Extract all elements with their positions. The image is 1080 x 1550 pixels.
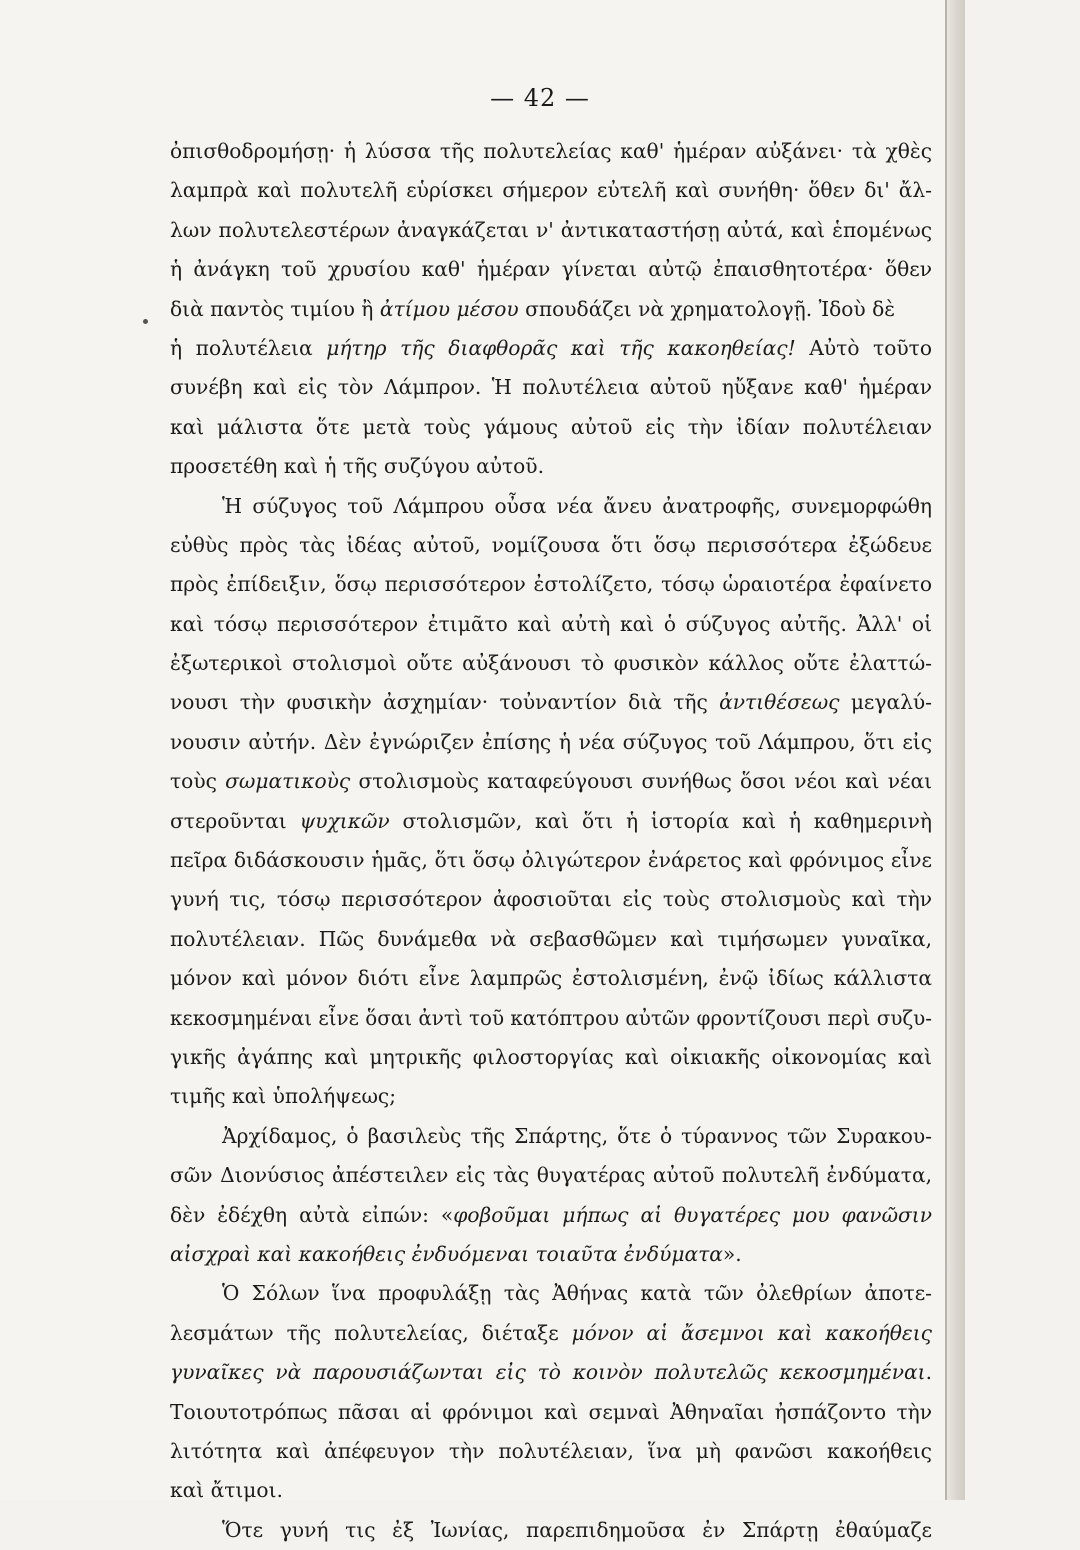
page-edge — [947, 0, 965, 1500]
text-line — [170, 605, 932, 644]
line-text: μόνον καὶ μόνον διότι εἶνε λαμπρῶς ἐστολισμένη, ἐνῷ ἰδίως κάλλιστα — [170, 966, 932, 991]
line-text: Ἡ σύζυγος τοῦ Λάμπρου οὖσα νέα ἄνευ ἀνατροφῆς, συνεμορφώθη — [222, 493, 932, 518]
text-line — [170, 1077, 932, 1116]
text-line — [170, 1471, 932, 1510]
line-text: πολυτέλειαν. Πῶς δυνάμεθα νὰ σεβασθῶμεν καὶ τιμήσωμεν γυναῖκα, — [170, 926, 932, 951]
line-text: στολισμῶν, καὶ ὅτι ἡ ἱστορία καὶ ἡ καθημερινὴ — [389, 808, 932, 833]
text-line — [170, 132, 932, 171]
line-text: διὰ παντὸς τιμίου ἢ — [170, 296, 380, 321]
line-text: πεῖρα διδάσκουσιν ἡμᾶς, ὅτι ὅσῳ ὀλιγώτερον ἐνάρετος καὶ φρόνιμος εἶνε — [170, 848, 932, 873]
line-text-italic: σωματικοὺς — [225, 769, 351, 794]
line-text-italic: αἰσχραὶ καὶ κακοήθεις ἐνδυόμεναι τοιαῦτα ἐνδύματα — [170, 1241, 723, 1266]
text-line — [170, 1196, 932, 1235]
line-text: Τοιουτοτρόπως πᾶσαι αἱ φρόνιμοι καὶ σεμναὶ Ἀθηναῖαι ἠσπάζοντο τὴν — [170, 1399, 932, 1424]
line-text: Ἀρχίδαμος, ὁ βασιλεὺς τῆς Σπάρτης, ὅτε ὁ τύραννος τῶν Συρακου- — [222, 1123, 932, 1148]
text-line — [170, 1432, 932, 1471]
line-text: τοὺς — [170, 769, 226, 794]
line-text: συνέβη καὶ εἰς τὸν Λάμπρον. Ἡ πολυτέλεια αὐτοῦ ηὔξανε καθ' ἡμέραν — [170, 375, 932, 400]
line-text: ὀπισθοδρομήσῃ· ἡ λύσσα τῆς πολυτελείας καθ' ἡμέραν αὐξάνει· τὰ χθὲς — [170, 139, 932, 163]
line-text-italic: γυναῖκες νὰ παρουσιάζωνται εἰς τὸ κοινὸν πολυτελῶς κεκοσμημέναι — [170, 1360, 926, 1385]
line-text: καὶ μάλιστα ὅτε μετὰ τοὺς γάμους αὐτοῦ εἰς τὴν ἰδίαν πολυτέλειαν — [170, 414, 932, 439]
text-line — [170, 408, 932, 447]
line-text: προσετέθη καὶ ἡ τῆς συζύγου αὐτοῦ. — [170, 454, 544, 479]
text-line — [170, 1117, 932, 1156]
text-line — [170, 762, 932, 801]
line-text-italic: μήτηρ τῆς διαφθορᾶς καὶ τῆς κακοηθείας! — [326, 335, 796, 360]
text-line — [170, 1353, 932, 1392]
text-line — [170, 841, 932, 880]
line-text: μεγαλύ- — [839, 690, 932, 715]
line-text: καὶ τόσῳ περισσότερον ἐτιμᾶτο καὶ αὐτὴ καὶ ὁ σύζυγος αὐτῆς. Ἀλλ' οἱ — [170, 611, 932, 636]
text-line — [170, 1393, 932, 1432]
line-text: γυνή τις, τόσῳ περισσότερον ἀφοσιοῦται εἰς τοὺς στολισμοὺς καὶ τὴν — [170, 887, 932, 912]
line-text: ἡ ἀνάγκη τοῦ χρυσίου καθ' ἡμέραν γίνεται αὐτῷ ἐπαισθητοτέρα· ὅθεν — [170, 257, 932, 282]
line-text: νουσιν αὐτήν. Δὲν ἐγνώριζεν ἐπίσης ἡ νέα σύζυγος τοῦ Λάμπρου, ὅτι εἰς — [170, 729, 932, 754]
line-text: στολισμοὺς καταφεύγουσι συνήθως ὅσοι νέοι καὶ νέαι — [350, 769, 932, 794]
text-line — [170, 487, 932, 526]
text-line — [170, 1511, 932, 1550]
line-text: λεσμάτων τῆς πολυτελείας, διέταξε — [170, 1320, 572, 1345]
text-line — [170, 250, 932, 289]
line-text: δὲν ἐδέχθη αὐτὰ εἰπών: « — [170, 1202, 454, 1227]
text-line — [170, 1038, 932, 1077]
page-number: — 42 — — [490, 84, 590, 112]
text-line — [170, 171, 932, 210]
text-line — [170, 1274, 932, 1313]
line-text: λων πολυτελεστέρων ἀναγκάζεται ν' ἀντικαταστήσῃ αὐτά, καὶ ἑπομένως — [170, 217, 932, 242]
text-line — [170, 447, 932, 486]
text-line — [170, 290, 932, 329]
line-text: σπουδάζει νὰ χρηματολογῇ. Ἰδοὺ δὲ — [518, 296, 896, 321]
body-text — [170, 132, 932, 1550]
line-text: καὶ ἄτιμοι. — [170, 1478, 283, 1503]
line-text: ἐξωτερικοὶ στολισμοὶ οὔτε αὐξάνουσι τὸ φυσικὸν κάλλος οὔτε ἐλαττώ- — [170, 651, 932, 676]
line-text: σῶν Διονύσιος ἀπέστειλεν εἰς τὰς θυγατέρας αὐτοῦ πολυτελῆ ἐνδύματα, — [170, 1163, 932, 1188]
text-line — [170, 683, 932, 722]
text-line — [170, 1235, 932, 1274]
line-text: γικῆς ἀγάπης καὶ μητρικῆς φιλοστοργίας καὶ οἰκιακῆς οἰκονομίας καὶ — [170, 1044, 932, 1069]
line-text-italic: ἀντιθέσεως — [719, 690, 840, 715]
margin-mark — [143, 319, 148, 324]
line-text: ». — [722, 1241, 742, 1266]
line-text: τιμῆς καὶ ὑπολήψεως; — [170, 1084, 397, 1109]
text-line — [170, 723, 932, 762]
text-line — [170, 1314, 932, 1353]
line-text: νουσι τὴν φυσικὴν ἀσχημίαν· τοὐναντίον διὰ τῆς — [170, 690, 720, 715]
line-text: . — [925, 1360, 932, 1385]
line-text: Αὐτὸ τοῦτο — [795, 335, 932, 360]
text-line — [170, 1156, 932, 1195]
text-line — [170, 959, 932, 998]
line-text-italic: ἀτίμου μέσου — [379, 296, 519, 321]
text-line — [170, 644, 932, 683]
line-text: στεροῦνται — [170, 808, 300, 833]
line-text: κεκοσμημέναι εἶνε ὅσαι ἀντὶ τοῦ κατόπτρου αὐτῶν φροντίζουσι περὶ συζυ- — [170, 1005, 933, 1030]
text-line — [170, 565, 932, 604]
text-line — [170, 368, 932, 407]
line-text-italic: ψυχικῶν — [299, 808, 390, 833]
line-text: λαμπρὰ καὶ πολυτελῆ εὑρίσκει σήμερον εὐτελῆ καὶ συνήθη· ὅθεν δι' ἄλ- — [170, 178, 932, 203]
line-text: πρὸς ἐπίδειξιν, ὅσῳ περισσότερον ἐστολίζετο, τόσῳ ὡραιοτέρα ἐφαίνετο — [170, 572, 932, 597]
line-text: λιτότητα καὶ ἀπέφευγον τὴν πολυτέλειαν, ἵνα μὴ φανῶσι κακοήθεις — [170, 1438, 932, 1463]
text-line — [170, 329, 932, 368]
line-text-italic: μόνον αἱ ἄσεμνοι καὶ κακοήθεις — [571, 1320, 932, 1345]
line-text: Ὁ Σόλων ἵνα προφυλάξῃ τὰς Ἀθήνας κατὰ τῶν ὀλεθρίων ἀποτε- — [222, 1281, 932, 1306]
text-line — [170, 880, 932, 919]
line-text: ἡ πολυτέλεια — [170, 335, 327, 360]
text-line — [170, 211, 932, 250]
line-text: Ὅτε γυνή τις ἐξ Ἰωνίας, παρεπιδημοῦσα ἐν Σπάρτῃ ἐθαύμαζε — [222, 1517, 932, 1542]
line-text: εὐθὺς πρὸς τὰς ἰδέας αὐτοῦ, νομίζουσα ὅτι ὅσῳ περισσότερα ἐξώδευε — [170, 532, 932, 557]
text-line — [170, 526, 932, 565]
text-line — [170, 999, 932, 1038]
text-line — [170, 802, 932, 841]
text-line — [170, 920, 932, 959]
line-text-italic: φοβοῦμαι μήπως αἱ θυγατέρες μου φανῶσιν — [453, 1202, 932, 1227]
